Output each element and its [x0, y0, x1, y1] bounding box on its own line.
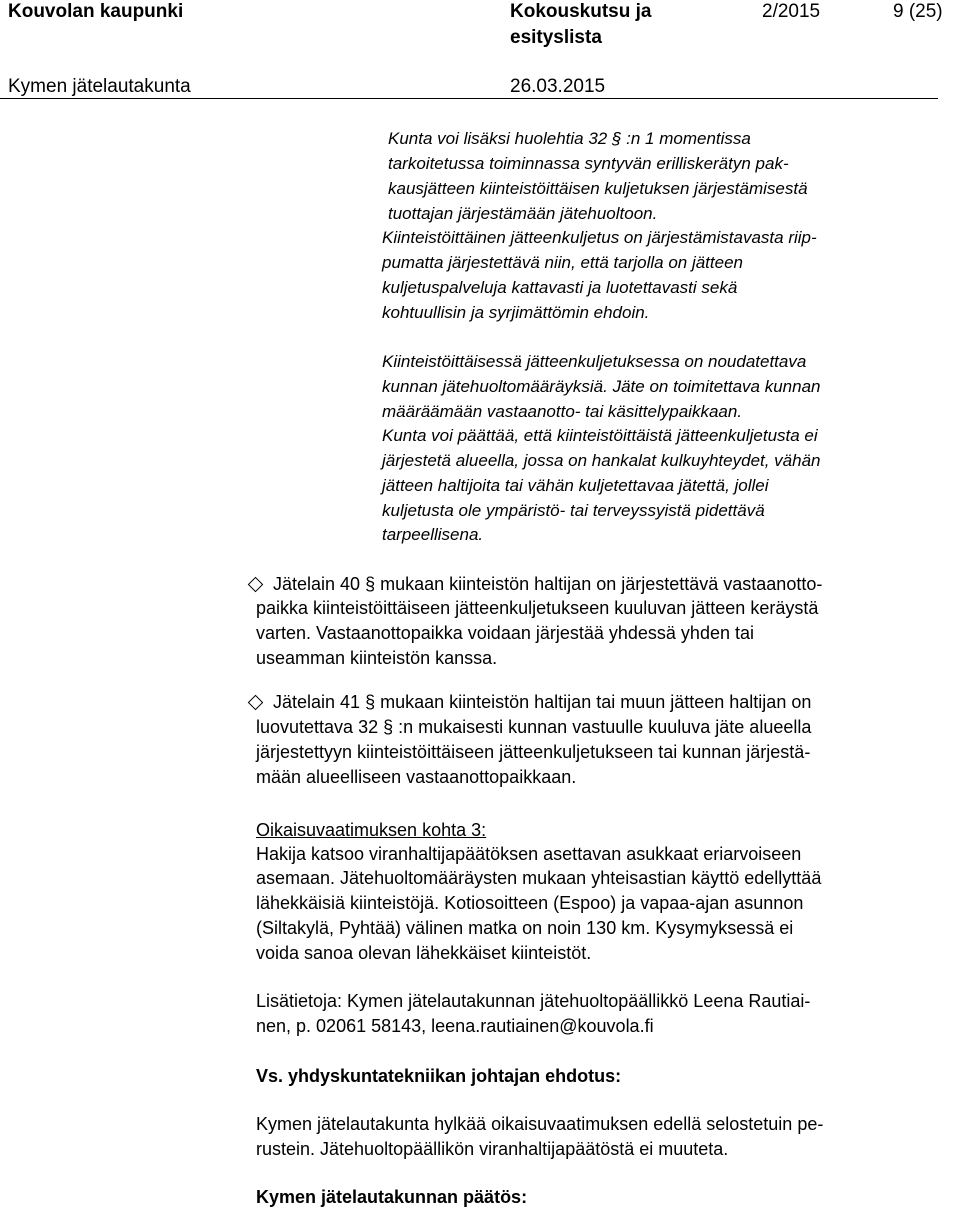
document-title-line-1: Kokouskutsu ja: [510, 1, 652, 22]
meeting-date: 26.03.2015: [510, 76, 606, 97]
text-line: pumatta järjestettävä niin, että tarjolla on jätteen: [382, 253, 743, 272]
text-line: Jätelain 41 § mukaan kiinteistön haltijan tai muun jätteen haltijan on: [273, 692, 812, 712]
text-line: kunnan jätehuoltomääräyksiä. Jäte on toimitettava kunnan: [382, 377, 821, 396]
text-line: tarkoitetussa toiminnassa syntyvän erilliskerätyn pak-: [388, 154, 789, 173]
text-line: tarpeellisena.: [382, 525, 484, 544]
text-line: järjestetä alueella, jossa on hankalat kulkuyhteydet, vähän: [382, 451, 821, 470]
text-line: Kunta voi päättää, että kiinteistöittäistä jätteenkuljetusta ei: [382, 426, 818, 445]
text-line: kohtuullisin ja syrjimättömin ehdoin.: [382, 303, 650, 322]
text-line: mään alueelliseen vastaanottopaikkaan.: [256, 767, 577, 787]
text-line: asemaan. Jätehuoltomääräysten mukaan yhteisastian käyttö edellyttää: [256, 868, 822, 888]
text-line: rustein. Jätehuoltopäällikön viranhaltijapäätöstä ei muuteta.: [256, 1139, 729, 1159]
text-line: (Siltakylä, Pyhtää) välinen matka on noin 130 km. Kysymyksessä ei: [256, 918, 794, 938]
bullet-diamond-icon: [248, 695, 264, 711]
bullet-diamond-icon: [248, 577, 264, 593]
text-line: nen, p. 02061 58143, leena.rautiainen@kouvola.fi: [256, 1016, 654, 1036]
header-divider: [0, 98, 938, 99]
text-line: määräämään vastaanotto- tai käsittelypaikkaan.: [382, 402, 743, 421]
text-line: Kunta voi lisäksi huolehtia 32 § :n 1 momentissa: [388, 129, 751, 148]
text-line: kausjätteen kiinteistöittäisen kuljetuksen järjestämisestä: [388, 179, 808, 198]
text-line: Hakija katsoo viranhaltijapäätöksen asettavan asukkaat eriarvoiseen: [256, 844, 802, 864]
organization-name: Kouvolan kaupunki: [8, 1, 184, 22]
text-line: luovutettava 32 § :n mukaisesti kunnan vastuulle kuuluva jäte alueella: [256, 717, 812, 737]
committee-name: Kymen jätelautakunta: [8, 76, 191, 97]
text-line: voida sanoa olevan lähekkäiset kiinteistöt.: [256, 943, 592, 963]
text-line: kuljetuspalveluja kattavasti ja luotettavasti sekä: [382, 278, 738, 297]
text-line: Kiinteistöittäinen jätteenkuljetus on järjestämistavasta riip-: [382, 228, 817, 247]
text-line: järjestettyyn kiinteistöittäiseen jätteenkuljetukseen tai kunnan järjestä-: [256, 742, 811, 762]
text-line: kuljetusta ole ympäristö- tai terveyssyistä pidettävä: [382, 501, 765, 520]
proposal-heading: Vs. yhdyskuntatekniikan johtajan ehdotus:: [256, 1066, 622, 1086]
page-number: 9 (25): [893, 1, 943, 22]
text-line: useamman kiinteistön kanssa.: [256, 648, 498, 668]
document-title-line-2: esityslista: [510, 27, 602, 48]
text-line: tuottajan järjestämään jätehuoltoon.: [388, 204, 658, 223]
text-line: jätteen haltijoita tai vähän kuljetettavaa jätettä, jollei: [382, 476, 769, 495]
text-line: Kiinteistöittäisessä jätteenkuljetuksessa on noudatettava: [382, 352, 807, 371]
text-line: varten. Vastaanottopaikka voidaan järjestää yhdessä yhden tai: [256, 623, 754, 643]
document-number: 2/2015: [762, 1, 821, 22]
text-line: lähekkäisiä kiinteistöjä. Kotiosoitteen (Espoo) ja vapaa-ajan asunnon: [256, 893, 804, 913]
text-line: Jätelain 40 § mukaan kiinteistön haltijan on järjestettävä vastaanotto-: [273, 574, 823, 594]
section-heading: Oikaisuvaatimuksen kohta 3:: [256, 820, 487, 840]
decision-heading: Kymen jätelautakunnan päätös:: [256, 1187, 528, 1207]
text-line: paikka kiinteistöittäiseen jätteenkuljetukseen kuuluvan jätteen keräystä: [256, 598, 819, 618]
text-line: Lisätietoja: Kymen jätelautakunnan jätehuoltopäällikkö Leena Rautiai-: [256, 991, 811, 1011]
text-line: Kymen jätelautakunta hylkää oikaisuvaatimuksen edellä selostetuin pe-: [256, 1114, 824, 1134]
